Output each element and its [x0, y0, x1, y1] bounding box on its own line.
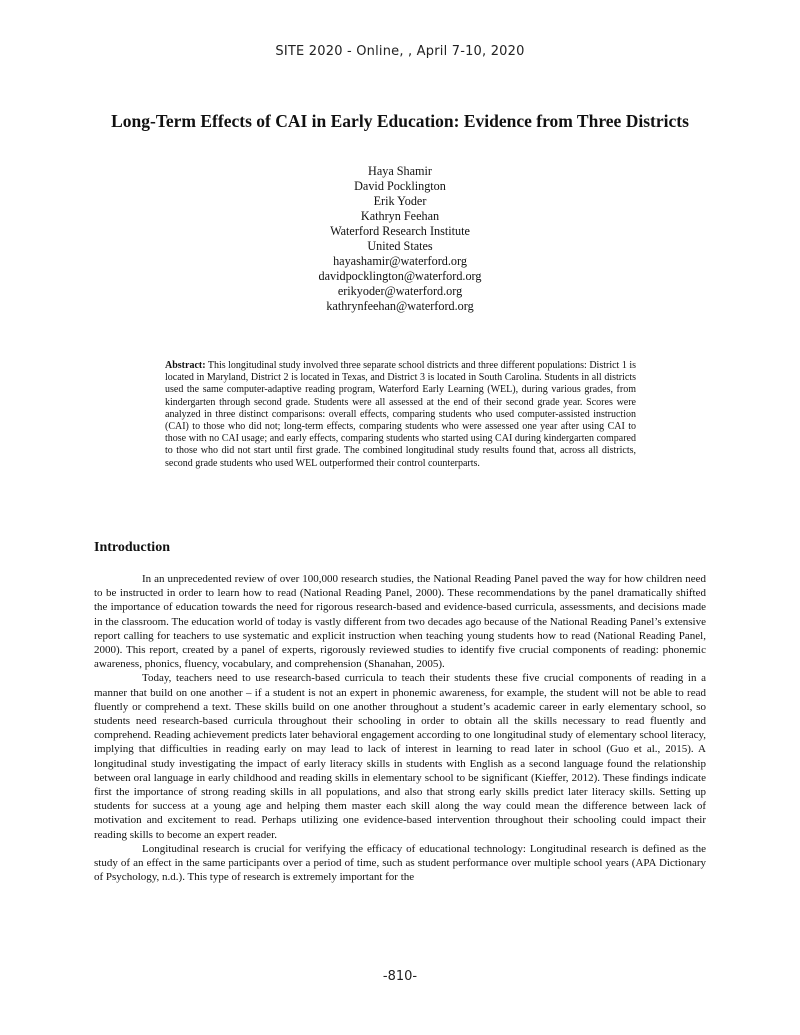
running-header: SITE 2020 - Online, , April 7-10, 2020 — [275, 44, 525, 59]
author-name: David Pocklington — [354, 179, 446, 193]
author-email: davidpocklington@waterford.org — [318, 269, 482, 283]
author-name: Erik Yoder — [373, 194, 427, 208]
author-email: erikyoder@waterford.org — [337, 284, 463, 298]
body-paragraph: Today, teachers need to use research-based curricula to teach their students these five crucial components of reading in a manner that build on one another – if a student is not an expert in phonemic awareness, for example, the student will not be able to read fluently or comprehend a text. These skills build on one another throughout a student’s academic career in early elementary school, so students need research-based curricula throughout their schooling in order to obtain all the skills necessary to read fluently and comprehend. Reading achievement predicts later behavioral engagement according to one longitudinal study of elementary school literacy, implying that difficulties in reading early on may lead to lack of interest in learning to read later in school (Guo et al., 2015). A longitudinal study investigating the impact of early literacy skills in students with English as a second language found the relationship between oral language in early childhood and reading skills in elementary school to be significant (Kieffer, 2012). These findings indicate first the importance of strong reading skills in all populations, and also that strong early skills predict later literacy skills. Setting up students for success at a young age and helping them master each skill along the way could mean the difference between lack of motivation and excitement to read. Perhaps utilizing one evidence-based intervention throughout their schooling could impact their reading skills to become an expert reader. — [94, 672, 706, 841]
author-block — [200, 164, 600, 314]
author-name: Kathryn Feehan — [360, 209, 440, 223]
introduction-body — [94, 572, 706, 884]
abstract — [165, 360, 636, 470]
section-heading-introduction: Introduction — [94, 540, 170, 555]
abstract-text: This longitudinal study involved three separate school districts and three different populations: District 1 is located in Maryland, District 2 is located in Texas, and District 3 is located in South Carolina. Students in all districts used the same computer-adaptive reading program, Waterford Early Learning (WEL), during various grades, from kindergarten through second grade. Students were all assessed at the end of their second grade year. Scores were analyzed in three distinct comparisons: overall effects, comparing students who used computer-assisted instruction (CAI) to those who did not; long-term effects, comparing students who were assessed one year after using CAI to those with no CAI usage; and early effects, comparing students who started using CAI during kindergarten compared to those who did not start until first grade. The combined longitudinal study results found that, across all districts, second grade students who used WEL outperformed their control counterparts. — [165, 360, 636, 469]
body-paragraph: In an unprecedented review of over 100,000 research studies, the National Reading Panel paved the way for how children need to be instructed in order to learn how to read (National Reading Panel, 2000). These recommendations by the panel dramatically shifted the importance of education towards the need for rigorous research-based and evidence-based curricula, assessments, and decisions made in the classroom. The education world of today is vastly different from two decades ago because of the National Reading Panel’s extensive report calling for teachers to use systematic and explicit instruction when teaching young students how to read (National Reading Panel, 2000). This report, created by a panel of experts, rigorously reviewed studies to identify five crucial components of reading: phonemic awareness, phonics, fluency, vocabulary, and comprehension (Shanahan, 2005). — [94, 573, 706, 671]
author-email: kathrynfeehan@waterford.org — [326, 299, 474, 313]
abstract-label: Abstract: — [165, 360, 206, 371]
author-email: hayashamir@waterford.org — [333, 254, 467, 268]
author-name: Haya Shamir — [368, 164, 432, 178]
author-country: United States — [367, 239, 433, 253]
paper-title: Long-Term Effects of CAI in Early Education: Evidence from Three Districts — [111, 111, 689, 131]
page-number: -810- — [382, 969, 418, 984]
body-paragraph: Longitudinal research is crucial for verifying the efficacy of educational technology: Longitudinal research is defined as the study of an effect in the same participants over a period of time, such as student performance over multiple school years (APA Dictionary of Psychology, n.d.). This type of research is extremely important for the — [94, 842, 706, 884]
author-institution: Waterford Research Institute — [330, 224, 470, 238]
